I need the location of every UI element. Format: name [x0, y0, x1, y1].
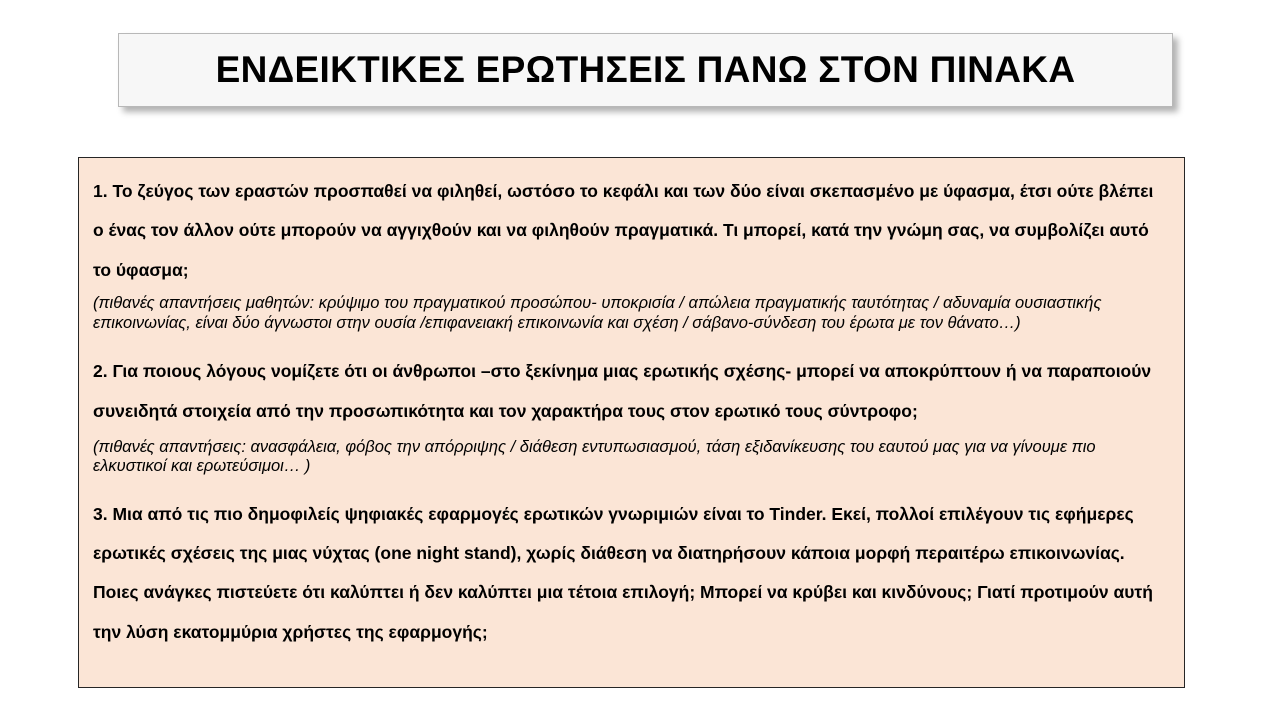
- question-text: 2. Για ποιους λόγους νομίζετε ότι οι άνθρωποι –στο ξεκίνημα μιας ερωτικής σχέσης- μπορεί να αποκρύπτουν ή να παραποιούν συνειδητά στοιχεία από την προσωπικότητα και τον χαρακτήρα τους στον ερωτικό τους σύντροφο;: [93, 361, 1152, 422]
- question-block: [93, 495, 1166, 653]
- question-sample-answers: (πιθανές απαντήσεις μαθητών: κρύψιμο του πραγματικού προσώπου- υποκρισία / απώλεια πραγματικής ταυτότητας / αδυναμία ουσιαστικής επικοινωνίας, είναι δύο άγνωστοι στην ουσία /επιφανειακή επικοινωνία και σχέση / σάβανο-σύνδεση του έρωτα με τον θάνατο…): [93, 294, 1102, 332]
- questions-panel: [78, 157, 1185, 688]
- question-block: [93, 172, 1166, 333]
- title-banner: [118, 33, 1173, 107]
- question-text: 3. Μια από τις πιο δημοφιλείς ψηφιακές εφαρμογές ερωτικών γνωριμιών είναι το Tinder. Εκεί, πολλοί επιλέγουν τις εφήμερες ερωτικές σχέσεις της μιας νύχτας (one night stand), χωρίς διάθεση να διατηρήσουν κάποια μορφή περαιτέρω επικοινωνίας. Ποιες ανάγκες πιστεύετε ότι καλύπτει ή δεν καλύπτει μια τέτοια επιλογή; Μπορεί να κρύβει και κινδύνους; Γιατί προτιμούν αυτή την λύση εκατομμύρια χρήστες της εφαρμογής;: [93, 503, 1153, 642]
- question-sample-answers: (πιθανές απαντήσεις: ανασφάλεια, φόβος την απόρριψης / διάθεση εντυπωσιασμού, τάση εξιδανίκευσης του εαυτού μας για να γίνουμε πιο ελκυστικοί και ερωτεύσιμοι… ): [93, 437, 1096, 476]
- question-text: 1. Το ζεύγος των εραστών προσπαθεί να φιληθεί, ωστόσο το κεφάλι και των δύο είναι σκεπασμένο με ύφασμα, έτσι ούτε βλέπει ο ένας τον άλλον ούτε μπορούν να αγγιχθούν και να φιληθούν πραγματικά. Τι μπορεί, κατά την γνώμη σας, να συμβολίζει αυτό το ύφασμα;: [93, 181, 1154, 280]
- page-title: ΕΝΔΕΙΚΤΙΚΕΣ ΕΡΩΤΗΣΕΙΣ ΠΑΝΩ ΣΤΟΝ ΠΙΝΑΚΑ: [215, 48, 1076, 90]
- question-block: [93, 351, 1166, 476]
